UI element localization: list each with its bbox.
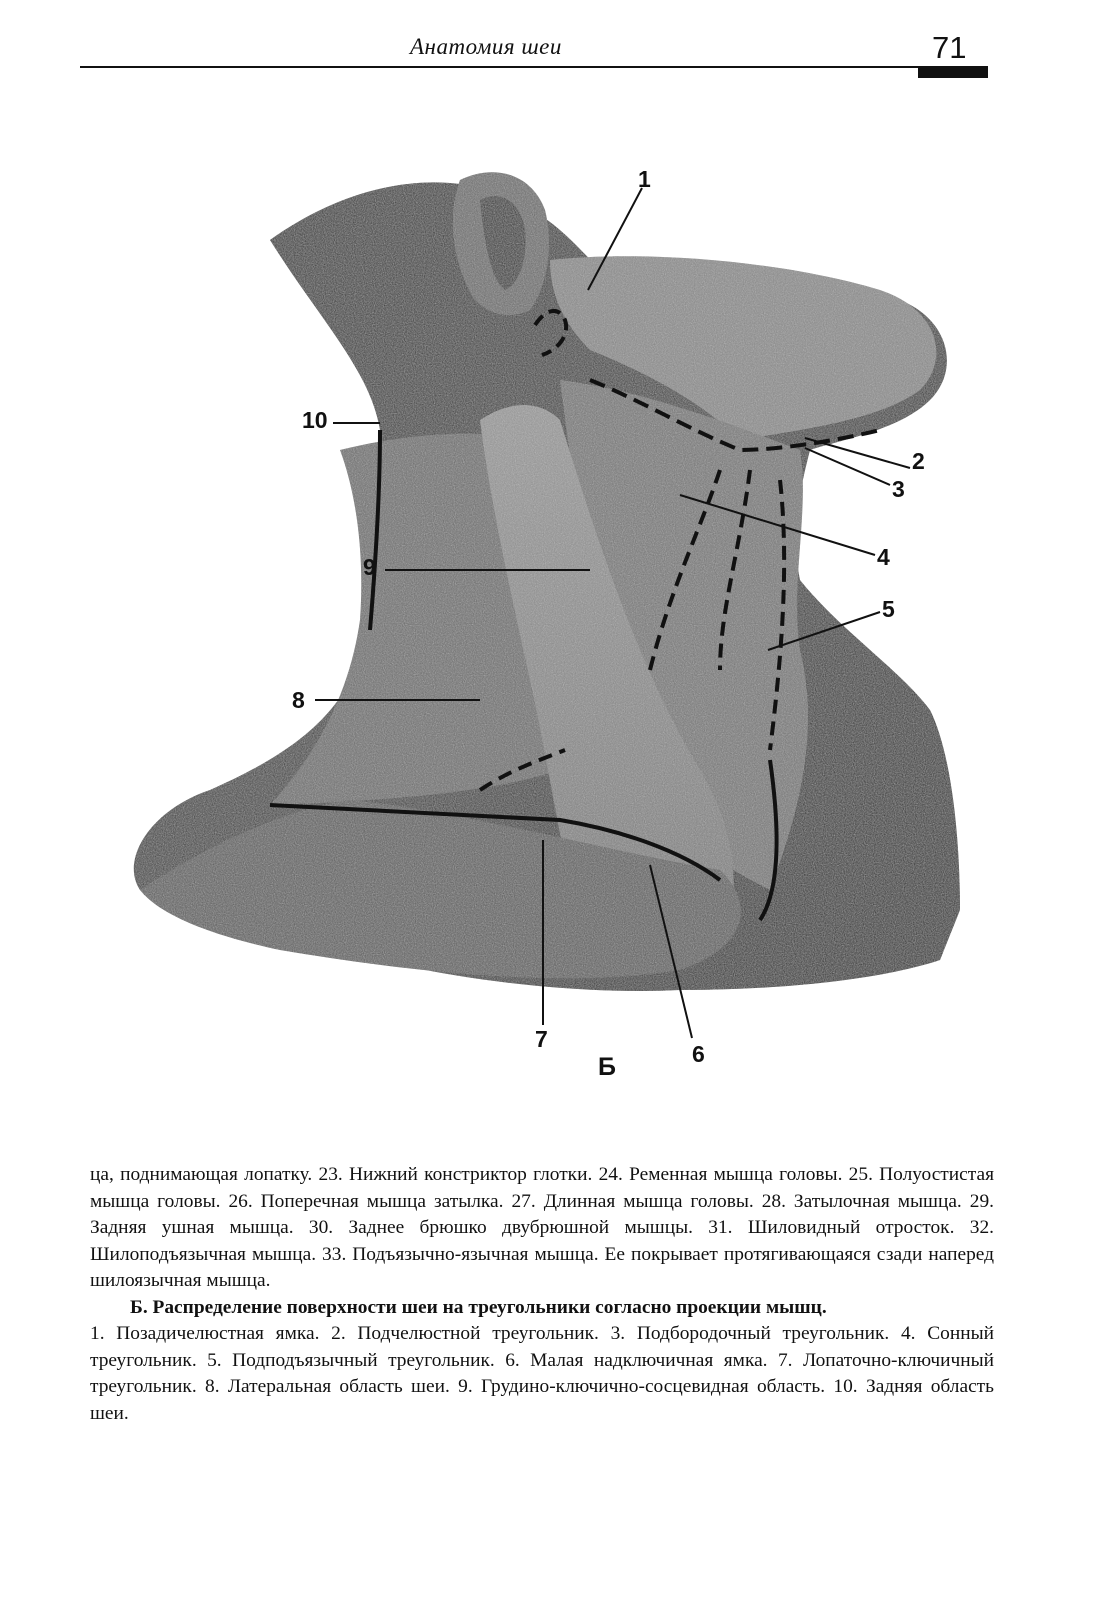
head-neck-silhouette: [134, 172, 960, 991]
neck-triangles-figure: [80, 150, 988, 1100]
figure-caption: [90, 1162, 994, 1427]
running-header: [80, 30, 988, 82]
callout-5: 5: [882, 596, 895, 622]
caption-body: 1. Позадичелюстная ямка. 2. Подчелюстной треугольник. 3. Подбородочный треугольник. 4. Сонный треугольник. 5. Подподъязычный треугольник. 6. Малая надключичная ямка. 7. Лопаточно-ключичный треугольник. 8. Латеральная область шеи. 9. Грудино-ключично-сосцевидная область. 10. Задняя область шеи.: [90, 1323, 994, 1424]
caption-continuation: ца, поднимающая лопатку. 23. Нижний констриктор глотки. 24. Ременная мышца головы. 25. Полуостистая мышца головы. 26. Поперечная мышца затылка. 27. Длинная мышца головы. 28. Затылочная мышца. 29. Задняя ушная мышца. 30. Заднее брюшко двубрюшной мышцы. 31. Шиловидный отросток. 32. Шилоподъязычная мышца. 33. Подъязычно-язычная мышца. Ее покрывает протягивающаяся сзади наперед шилоязычная мышца.: [90, 1164, 994, 1291]
callout-7: 7: [535, 1026, 548, 1052]
callout-4: 4: [877, 544, 890, 570]
header-title: Анатомия шеи: [410, 34, 562, 59]
caption-heading: Б. Распределение поверхности шеи на треугольники согласно проекции мышц.: [130, 1296, 827, 1318]
callout-10: 10: [302, 407, 328, 433]
callout-1: 1: [638, 166, 651, 192]
callout-8: 8: [292, 687, 305, 713]
callout-2: 2: [912, 448, 925, 474]
callout-3: 3: [892, 476, 905, 502]
header-rule: [80, 66, 988, 68]
page-number: 71: [932, 30, 967, 65]
callout-6: 6: [692, 1041, 705, 1067]
callout-9: 9: [363, 554, 376, 580]
neck-illustration: [80, 150, 988, 1100]
panel-label: Б: [598, 1053, 616, 1081]
header-black-bar: [918, 68, 988, 78]
